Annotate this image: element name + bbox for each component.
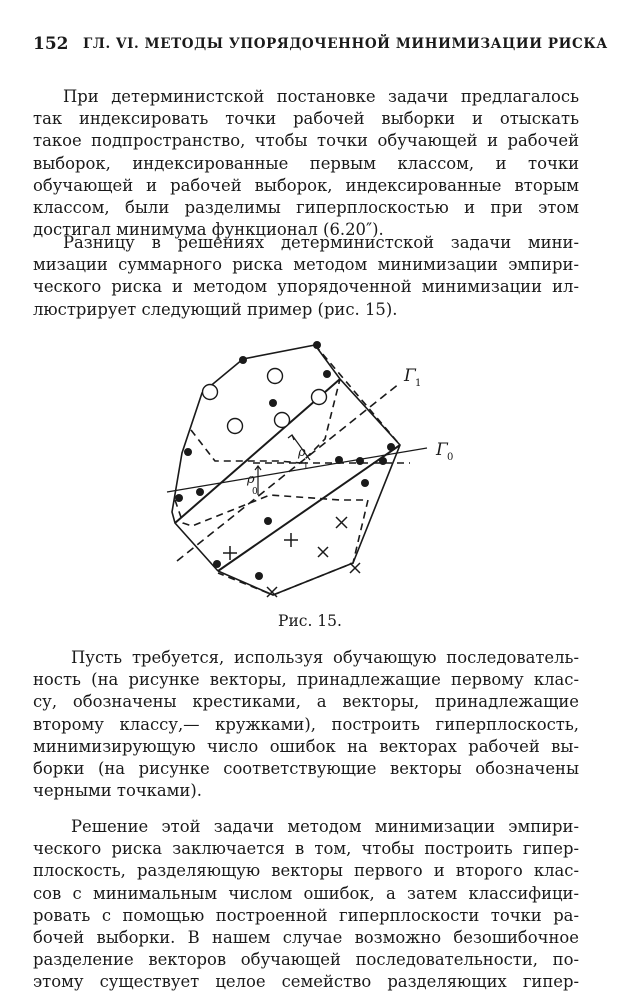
working-point	[264, 517, 272, 525]
page-header	[33, 34, 608, 56]
text-line: этому существует целое семейство разделяющих гипер-	[33, 972, 579, 992]
text-line: так индексировать точки рабочей выборки и отыскать	[33, 109, 579, 129]
figure-15	[155, 335, 465, 615]
rho0-label: ρ	[247, 472, 255, 487]
working-sample-points	[175, 341, 395, 580]
working-point	[335, 456, 343, 464]
class2-circle	[312, 390, 327, 405]
paragraph-deterministic-setting	[33, 86, 579, 241]
running-title: ГЛ. VI. МЕТОДЫ УПОРЯДОЧЕННОЙ МИНИМИЗАЦИИ РИСКА	[83, 36, 608, 52]
working-point	[184, 448, 192, 456]
gamma1-subscript: 1	[415, 378, 422, 389]
class1-cross	[267, 587, 277, 597]
rho1-label: ρ	[298, 445, 306, 460]
text-line: разделение векторов обучающей последовательности, по-	[33, 950, 579, 970]
hyperplane-gamma0-line	[167, 448, 427, 492]
rho0-subscript: 0	[252, 487, 258, 497]
text-line: су, обозначены крестиками, а векторы, принадлежащие	[33, 692, 579, 712]
text-line: достигал минимума функционал (6.20″).	[33, 220, 384, 240]
text-line: ческого риска заключается в том, чтобы построить гипер-	[33, 839, 579, 859]
working-point	[239, 356, 247, 364]
working-point	[323, 370, 331, 378]
text-line: сов с минимальным числом ошибок, а затем классифици-	[33, 883, 579, 903]
text-line: Пусть требуется, используя обучающую последователь-	[71, 648, 579, 667]
working-point	[356, 457, 364, 465]
text-line: Решение этой задачи методом минимизации эмпири-	[71, 817, 579, 836]
text-line: люстрирует следующий пример (рис. 15).	[33, 299, 398, 319]
dashed-hull-outline	[175, 495, 368, 595]
class1-cross	[284, 533, 298, 547]
text-line: ность (на рисунке векторы, принадлежащие первому клас-	[33, 670, 579, 690]
text-line: второму классу,— кружками), построить гиперплоскость,	[33, 714, 579, 734]
text-line: ческого риска и методом упорядоченной минимизации ил-	[33, 277, 579, 297]
text-line: мизации суммарного риска методом минимизации эмпири-	[33, 255, 579, 275]
class1-cross	[318, 547, 328, 557]
text-line: выборок, индексированные первым классом, и точки	[33, 153, 579, 173]
working-point	[269, 399, 277, 407]
text-line: Разницу в решениях детерминистской задачи мини-	[63, 233, 579, 252]
working-point	[313, 341, 321, 349]
gamma0-label: Γ	[436, 440, 448, 460]
text-line: бочей выборки. В нашем случае возможно безошибочное	[33, 927, 579, 947]
working-point	[255, 572, 263, 580]
text-line: борки (на рисунке соответствующие векторы обозначены	[33, 758, 579, 778]
working-point	[175, 494, 183, 502]
circle-markers	[203, 369, 327, 434]
cross-markers	[223, 517, 360, 597]
rho1-subscript: 1	[303, 462, 309, 472]
working-point	[379, 457, 387, 465]
working-point	[361, 479, 369, 487]
working-point	[213, 560, 221, 568]
class2-circle	[268, 369, 283, 384]
text-line: обучающей и рабочей выборок, индексированные вторым	[33, 175, 579, 195]
paragraph-solution	[33, 816, 579, 994]
paragraph-difference	[33, 232, 579, 321]
class2-circle	[275, 413, 290, 428]
text-line: плоскость, разделяющую векторы первого и второго клас-	[33, 861, 579, 881]
separating-line	[218, 445, 400, 571]
class1-cross	[336, 517, 347, 528]
page-number: 152	[33, 34, 69, 54]
text-line: такое подпространство, чтобы точки обучающей и рабочей	[33, 131, 579, 151]
working-point	[387, 443, 395, 451]
class1-cross	[223, 546, 237, 560]
text-line: классом, были разделимы гиперплоскостью и при этом	[33, 197, 579, 217]
gamma0-subscript: 0	[447, 452, 454, 463]
gamma1-label: Γ	[404, 366, 416, 386]
class1-cross	[350, 563, 360, 573]
paragraph-problem-statement	[33, 647, 579, 802]
text-line: ровать с помощью построенной гиперплоскости точки ра-	[33, 905, 579, 925]
figure-caption: Рис. 15.	[278, 612, 342, 630]
text-line: При детерминистской постановке задачи предлагалось	[63, 87, 579, 106]
text-line: черными точками).	[33, 781, 202, 801]
text-line: минимизирующую число ошибок на векторах рабочей вы-	[33, 736, 579, 756]
solid-hull-outline	[172, 345, 400, 595]
class2-circle	[228, 419, 243, 434]
figure-15-diagram	[155, 335, 465, 615]
working-point	[196, 488, 204, 496]
class2-circle	[203, 385, 218, 400]
